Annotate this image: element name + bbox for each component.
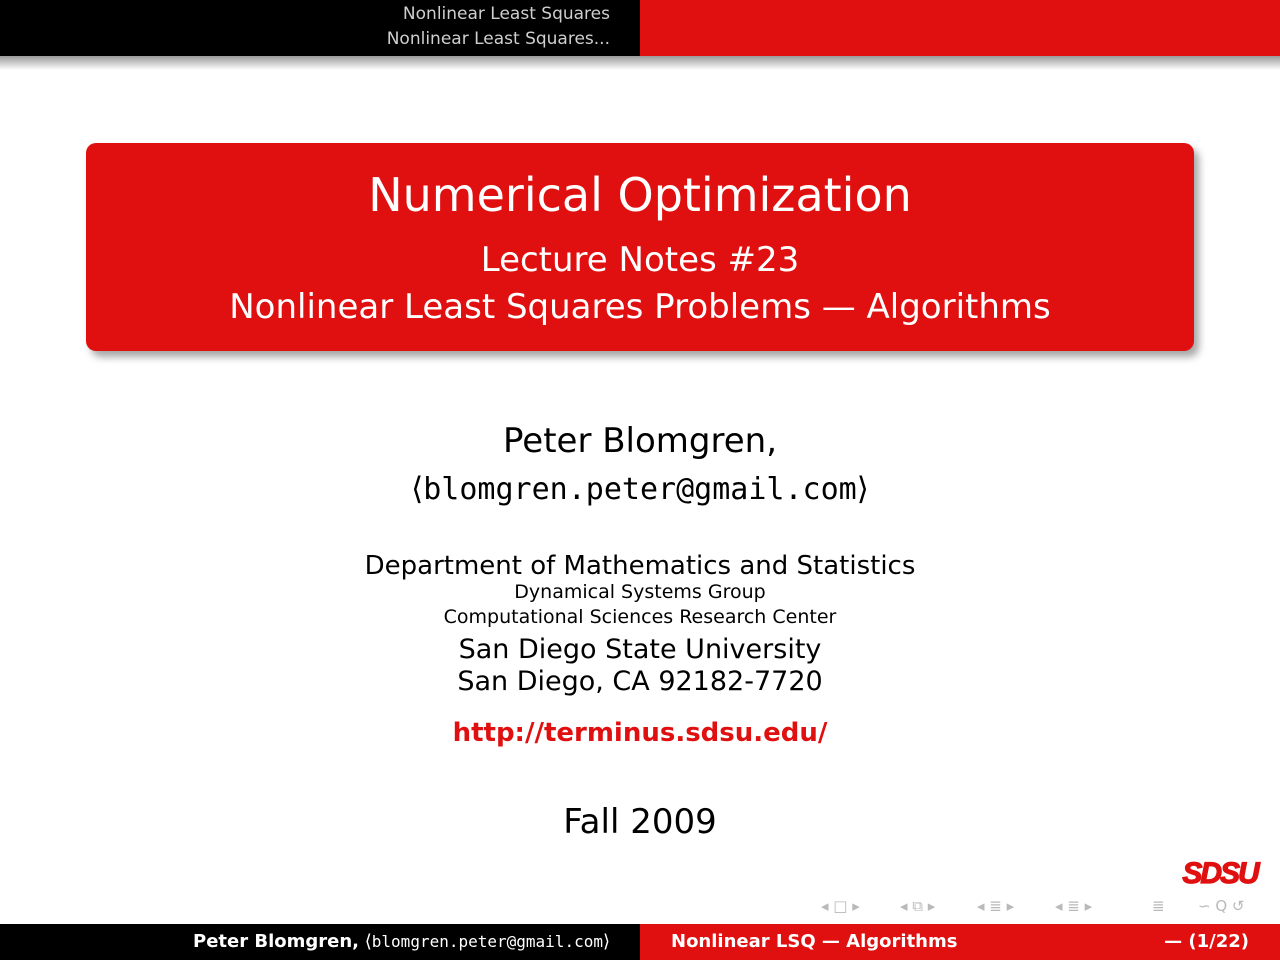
footer-short-title: Nonlinear LSQ — Algorithms [671, 931, 958, 952]
presentation-date: Fall 2009 [563, 802, 717, 842]
email-open-bracket: ⟨ [411, 471, 424, 507]
footer-email-close-bracket: ⟩ [602, 931, 610, 952]
footer-author-name: Peter Blomgren, [193, 931, 360, 952]
nav-section-controls [977, 896, 1014, 916]
presentation-title: Numerical Optimization [368, 168, 912, 222]
sdsu-logo [1170, 857, 1270, 887]
author-email-line [0, 468, 1280, 511]
header-left-panel [0, 0, 640, 56]
header-subsection-link[interactable]: Nonlinear Least Squares... [386, 29, 610, 49]
presentation-subtitle-line-2: Nonlinear Least Squares Problems — Algorithms [229, 287, 1051, 327]
nav-subsection-controls [900, 896, 935, 916]
nav-section-next-controls [1055, 896, 1092, 916]
institute-university: San Diego State University [458, 634, 822, 665]
nav-section-next-icon[interactable]: ◂ ≣ ▸ [1055, 897, 1093, 915]
email-close-bracket: ⟩ [856, 471, 869, 507]
header-right-panel [640, 0, 1280, 56]
logo-text: SDSU [1182, 857, 1258, 887]
institute-center: Computational Sciences Research Center [443, 606, 837, 628]
footer-bar [0, 924, 1280, 960]
institute-url-link[interactable]: http://terminus.sdsu.edu/ [452, 718, 828, 748]
footer-author-email: blomgren.peter@gmail.com [371, 932, 603, 951]
footer-page-number: — (1/22) [1164, 931, 1249, 952]
footer-author [193, 931, 610, 953]
nav-section-icon[interactable]: ◂ ≣ ▸ [977, 897, 1015, 915]
footer-email-open-bracket: ⟨ [364, 931, 372, 952]
header-shadow [0, 56, 1280, 70]
header-section-link[interactable]: Nonlinear Least Squares [402, 4, 610, 24]
title-block [86, 143, 1194, 351]
nav-search-icon[interactable]: ∽ Q ↺ [1198, 897, 1245, 915]
institute-department: Department of Mathematics and Statistics [364, 551, 916, 581]
institute-city: San Diego, CA 92182-7720 [457, 666, 823, 697]
header-bar [0, 0, 1280, 56]
author-email: blomgren.peter@gmail.com [423, 472, 857, 507]
nav-frame-controls [821, 896, 860, 916]
nav-subsection-icon[interactable]: ◂ ⧉ ▸ [900, 897, 936, 915]
institute-group: Dynamical Systems Group [514, 581, 766, 603]
nav-outline-icon[interactable]: ≣ [1152, 897, 1165, 915]
footer-right-panel [640, 924, 1280, 960]
footer-left-panel [0, 924, 640, 960]
presentation-subtitle-line-1: Lecture Notes #23 [480, 240, 800, 280]
nav-search-controls [1198, 896, 1244, 916]
author-name: Peter Blomgren, [502, 421, 778, 461]
nav-frame-icon[interactable]: ◂ □ ▸ [821, 897, 860, 915]
nav-outline-controls [1152, 896, 1165, 916]
